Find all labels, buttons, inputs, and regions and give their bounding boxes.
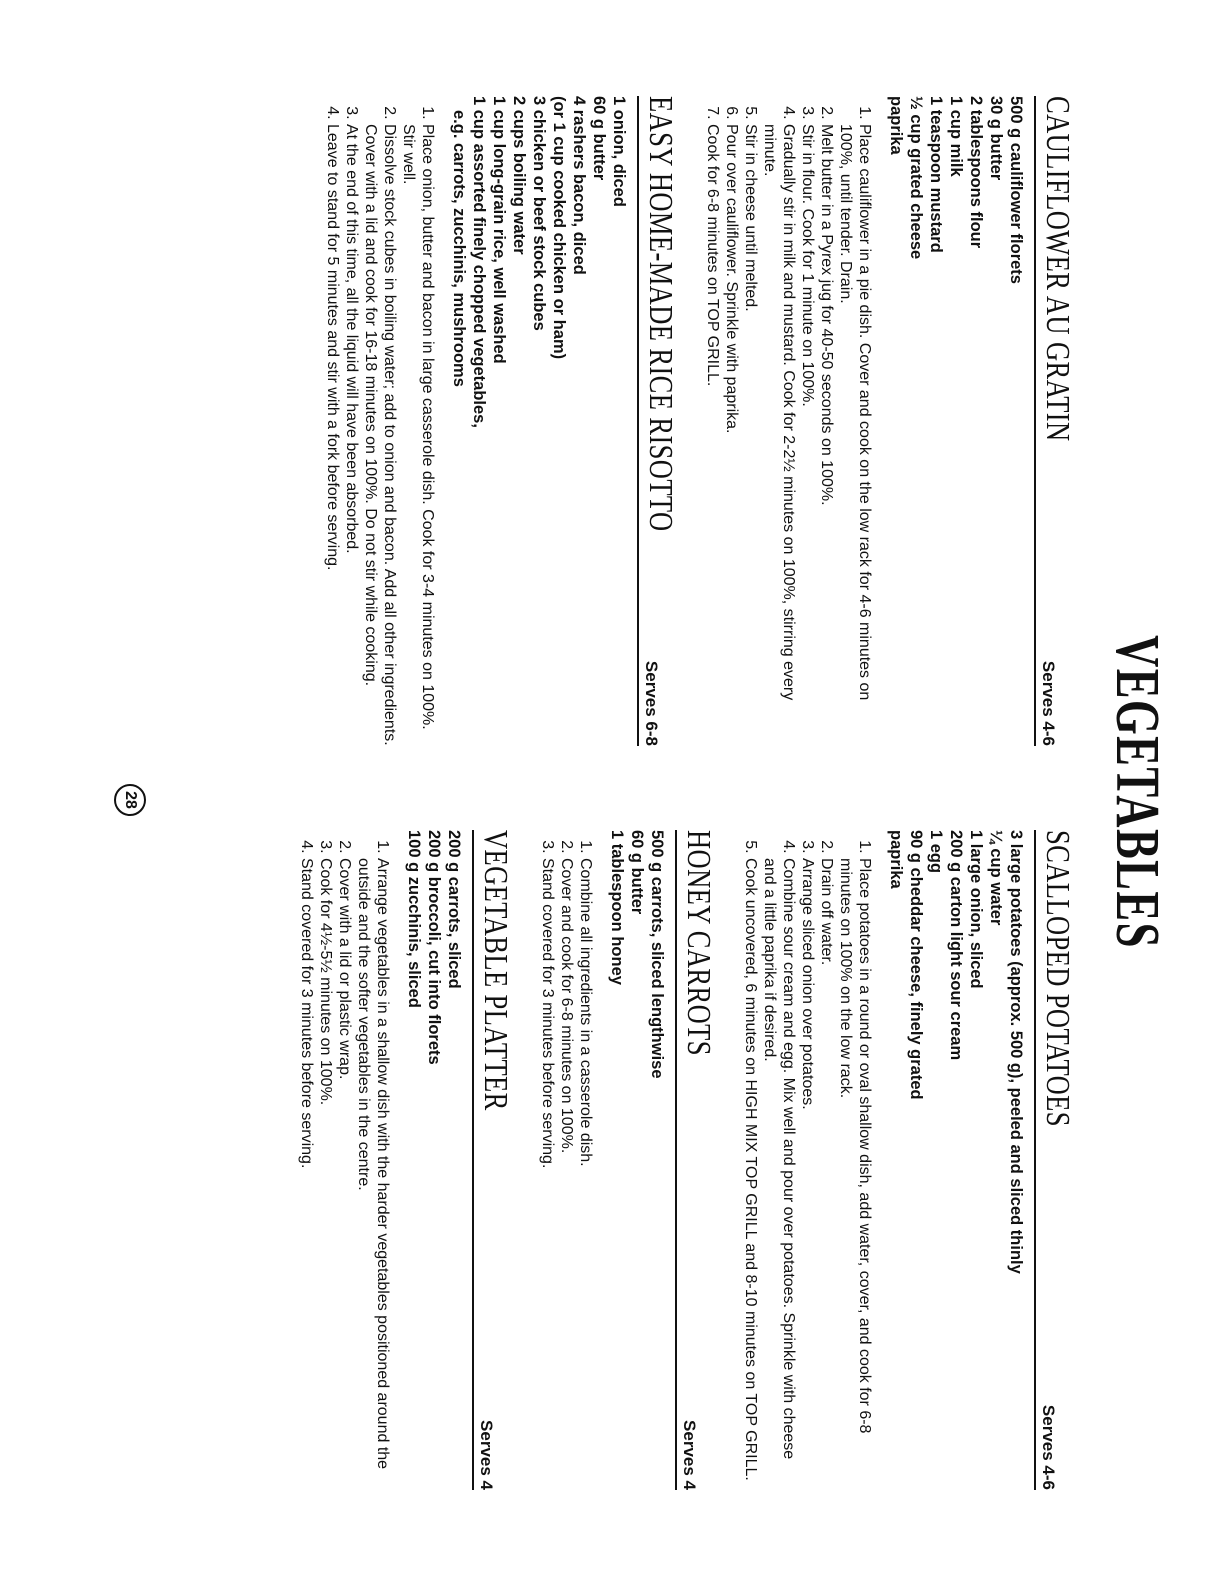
recipe-scalloped-potatoes bbox=[741, 830, 1076, 1490]
recipe-title: EASY HOME-MADE RICE RISOTTO bbox=[642, 96, 679, 532]
page-number: 28 bbox=[114, 784, 146, 816]
ingredient-item: 2 tablespoons flour bbox=[967, 96, 985, 249]
ingredient-item: 1 tablespoon honey bbox=[608, 830, 626, 985]
ingredient-item: 1 teaspoon mustard bbox=[927, 96, 945, 253]
method-step: 2. Melt butter in a Pyrex jug for 40-50 seconds on 100%. bbox=[817, 124, 836, 746]
ingredient-item: 1 egg bbox=[927, 830, 945, 874]
method-step: 1. Place potatoes in a round or oval shallow dish, add water, cover, and cook for 6-8 minutes on 100% on the low rack. bbox=[836, 858, 874, 1490]
serves-label: Serves 4-6 bbox=[1039, 660, 1058, 746]
method-step: 3. Stir in flour. Cook for 1 minute on 100%. bbox=[798, 124, 817, 746]
method-step: 5. Cook uncovered, 6 minutes on HIGH MIX TOP GRILL and 8-10 minutes on TOP GRILL. bbox=[741, 858, 760, 1490]
ingredient-item: (or 1 cup cooked chicken or ham) bbox=[550, 96, 568, 360]
recipe-honey-carrots bbox=[538, 830, 717, 1490]
serves-label: Serves 6-8 bbox=[642, 660, 661, 746]
ingredient-item: ½ cup grated cheese bbox=[907, 96, 925, 260]
recipe-rice-risotto bbox=[323, 96, 679, 746]
ingredient-item: 200 g carrots, sliced bbox=[445, 830, 463, 989]
ingredient-item: 100 g zucchinis, sliced bbox=[405, 830, 423, 1008]
ingredient-item: 60 g butter bbox=[590, 96, 608, 181]
ingredient-item: 1 cup assorted finely chopped vegetables, bbox=[470, 96, 488, 428]
method-step: 2. Drain off water. bbox=[817, 858, 836, 1490]
method-step: 3. Cook for 4½-5½ minutes on 100%. bbox=[316, 858, 335, 1490]
method-step: 3. Stand covered for 3 minutes before serving. bbox=[538, 858, 557, 1490]
recipe-title: CAULIFLOWER AU GRATIN bbox=[1039, 96, 1076, 442]
recipe-header bbox=[472, 830, 514, 1490]
ingredient-item: paprika bbox=[887, 96, 905, 155]
ingredient-item: 1 large onion, sliced bbox=[967, 830, 985, 989]
ingredient-item: 500 g cauliflower florets bbox=[1007, 96, 1025, 284]
serves-label: Serves 4 bbox=[680, 1420, 699, 1490]
ingredient-item: 200 g broccoli, cut into florets bbox=[425, 830, 443, 1065]
ingredient-list bbox=[404, 830, 464, 1490]
method-steps bbox=[741, 830, 874, 1490]
ingredient-item: 60 g butter bbox=[628, 830, 646, 915]
ingredient-item: 3 large potatoes (approx. 500 g), peeled and sliced thinly bbox=[1007, 830, 1025, 1274]
method-step: 2. Dissolve stock cubes in boiling water; add to onion and bacon. Add all other ingredients. Cover with a lid and cook for 16-18 minutes on 100%. Do not stir while cooking. bbox=[361, 124, 399, 746]
method-steps bbox=[323, 96, 437, 746]
method-step: 1. Arrange vegetables in a shallow dish with the harder vegetables positioned around the outside and the softer vegetables in the centre. bbox=[354, 858, 392, 1490]
left-column bbox=[299, 96, 1076, 746]
method-step: 4. Leave to stand for 5 minutes and stir with a fork before serving. bbox=[323, 124, 342, 746]
recipe-title: VEGETABLE PLATTER bbox=[477, 830, 514, 1111]
method-step: 7. Cook for 6-8 minutes on TOP GRILL. bbox=[703, 124, 722, 746]
method-step: 4. Gradually stir in milk and mustard. Cook for 2-2½ minutes on 100%, stirring every minute. bbox=[760, 124, 798, 746]
method-step: 4. Stand covered for 3 minutes before serving. bbox=[297, 858, 316, 1490]
method-step: 5. Stir in cheese until melted. bbox=[741, 124, 760, 746]
recipe-header bbox=[1034, 96, 1076, 746]
ingredient-item: e.g. carrots, zucchinis, mushrooms bbox=[450, 110, 468, 387]
method-step: 1. Place onion, butter and bacon in large casserole dish. Cook for 3-4 minutes on 100%. Stir well. bbox=[399, 124, 437, 746]
ingredient-list bbox=[886, 96, 1026, 746]
ingredient-item: 1 onion, diced bbox=[610, 96, 628, 207]
method-steps bbox=[703, 96, 874, 746]
method-step: 3. Arrange sliced onion over potatoes. bbox=[798, 858, 817, 1490]
method-step: 1. Place cauliflower in a pie dish. Cover and cook on the low rack for 4-6 minutes on 100%, until tender. Drain. bbox=[836, 124, 874, 746]
recipe-header bbox=[1034, 830, 1076, 1490]
method-step: 4. Combine sour cream and egg. Mix well and pour over potatoes. Sprinkle with cheese and a little paprika if desired. bbox=[760, 858, 798, 1490]
ingredient-item: 1 cup long-grain rice, well washed bbox=[490, 96, 508, 364]
serves-label: Serves 4-6 bbox=[1039, 1404, 1058, 1490]
page-title: VEGETABLES bbox=[1103, 635, 1171, 949]
recipe-header bbox=[675, 830, 717, 1490]
ingredient-item: 3 chicken or beef stock cubes bbox=[530, 96, 548, 331]
method-step: 2. Cover with a lid or plastic wrap. bbox=[335, 858, 354, 1490]
ingredient-list bbox=[449, 96, 629, 746]
recipe-title: SCALLOPED POTATOES bbox=[1039, 830, 1076, 1127]
recipe-title: HONEY CARROTS bbox=[680, 830, 717, 1056]
ingredient-item: ¼ cup water bbox=[987, 830, 1005, 926]
method-step: 2. Cover and cook for 6-8 minutes on 100%. bbox=[557, 858, 576, 1490]
serves-label: Serves 4 bbox=[477, 1420, 496, 1490]
recipe-cauliflower-au-gratin bbox=[703, 96, 1076, 746]
ingredient-item: 500 g carrots, sliced lengthwise bbox=[648, 830, 666, 1079]
ingredient-item: 30 g butter bbox=[987, 96, 1005, 181]
recipe-vegetable-platter bbox=[297, 830, 514, 1490]
right-column bbox=[273, 830, 1076, 1490]
method-step: 6. Pour over cauliflower. Sprinkle with paprika. bbox=[722, 124, 741, 746]
ingredient-item: 90 g cheddar cheese, finely grated bbox=[907, 830, 925, 1100]
method-steps bbox=[538, 830, 595, 1490]
ingredient-item: 4 rashers bacon, diced bbox=[570, 96, 588, 275]
ingredient-item: 2 cups boiling water bbox=[510, 96, 528, 255]
ingredient-list bbox=[886, 830, 1026, 1490]
ingredient-item: 200 g carton light sour cream bbox=[947, 830, 965, 1061]
ingredient-list bbox=[607, 830, 667, 1490]
ingredient-item: paprika bbox=[887, 830, 905, 889]
method-step: 1. Combine all ingredients in a casserole dish. bbox=[576, 858, 595, 1490]
ingredient-item: 1 cup milk bbox=[947, 96, 965, 177]
method-steps bbox=[297, 830, 392, 1490]
recipe-header bbox=[637, 96, 679, 746]
method-step: 3. At the end of this time, all the liquid will have been absorbed. bbox=[342, 124, 361, 746]
